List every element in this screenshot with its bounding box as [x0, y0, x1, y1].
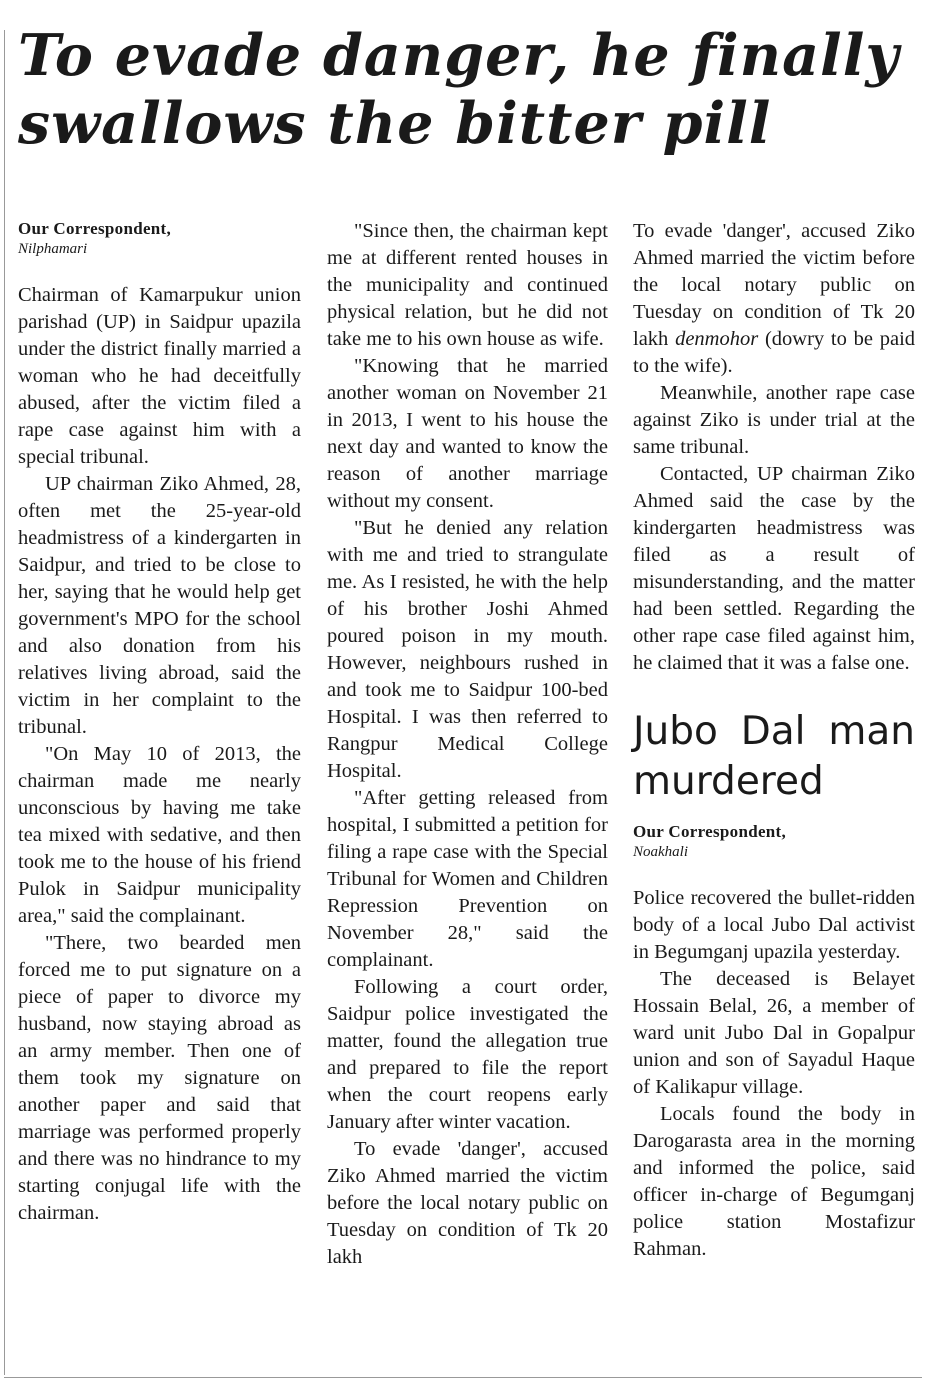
paragraph: Contacted, UP chairman Ziko Ahmed said the case by the kindergarten headmistress was filed as a result of misunderstanding, and the matter had been settled. Regarding the other rape case filed against him, he claimed that it was a false one.	[633, 463, 915, 674]
headline: To evade danger, he finally swallows the bitter pill	[18, 22, 900, 157]
paragraph: "On May 10 of 2013, the chairman made me nearly unconscious by having me take tea mixed with sedative, and then took me to the house of his friend Pulok in Saidpur municipality area," said the complainant.	[18, 743, 301, 927]
paragraph: "Since then, the chairman kept me at different rented houses in the municipality and continued physical relation, but he did not take me to his own house as wife.	[327, 220, 608, 350]
paragraph: "After getting released from hospital, I submitted a petition for filing a rape case with the Special Tribunal for Women and Children Repression Prevention on November 28," said the complainant.	[327, 787, 608, 971]
byline	[18, 218, 301, 258]
column-rule-left	[4, 30, 5, 1375]
paragraph: Meanwhile, another rape case against Ziko is under trial at the same tribunal.	[633, 382, 915, 458]
byline-author: Our Correspondent,	[18, 219, 172, 238]
paragraph	[633, 218, 915, 380]
byline-location: Noakhali	[633, 844, 688, 860]
column-2	[327, 218, 608, 1271]
paragraph-text: (dowry to be paid to the wife).	[633, 328, 916, 377]
column-3	[633, 218, 915, 1263]
paragraph: Locals found the body in Darogarasta area in the morning and informed the police, said officer in-charge of Begumganj police station Mostafizur Rahman.	[633, 1103, 915, 1260]
paragraph: UP chairman Ziko Ahmed, 28, often met the 25-year-old headmistress of a kindergarten in Saidpur, and tried to be close to her, saying that he would help get government's MPO for the school and also donation from his relatives living abroad, said the victim in her complaint to the tribunal.	[18, 473, 301, 738]
column-1	[18, 218, 301, 1227]
paragraph: To evade 'danger', accused Ziko Ahmed married the victim before the local notary public on Tuesday on condition of Tk 20 lakh	[327, 1138, 608, 1268]
bottom-rule	[4, 1377, 922, 1378]
byline-location: Nilphamari	[18, 241, 88, 257]
byline	[633, 821, 915, 861]
paragraph: Following a court order, Saidpur police investigated the matter, found the allegation true and prepared to file the report when the court reopens early January after winter vacation.	[327, 976, 608, 1133]
emphasis-term: denmohor	[675, 328, 759, 350]
paragraph: The deceased is Belayet Hossain Belal, 26, a member of ward unit Jubo Dal in Gopalpur union and son of Sayadul Haque of Kalikapur village.	[633, 968, 915, 1098]
paragraph: "Knowing that he married another woman on November 21 in 2013, I went to his house the next day and wanted to know the reason of another marriage without my consent.	[327, 355, 608, 512]
paragraph-text: To evade 'danger', accused Ziko Ahmed married the victim before the local notary public on Tuesday on condition of Tk 20 lakh	[633, 220, 915, 350]
article-2-headline: Jubo Dal man murdered	[633, 709, 915, 804]
byline-author: Our Correspondent,	[633, 822, 787, 841]
paragraph: Chairman of Kamarpukur union parishad (UP) in Saidpur upazila under the district finally married a woman who he had deceitfully abused, after the victim filed a rape case against him with a special tribunal.	[18, 284, 301, 468]
paragraph: "But he denied any relation with me and tried to strangulate me. As I resisted, he with the help of his brother Joshi Ahmed poured poison in my mouth. However, neighbours rushed in and took me to Saidpur 100-bed Hospital. I was then referred to Rangpur Medical College Hospital.	[327, 517, 608, 782]
paragraph: Police recovered the bullet-ridden body of a local Jubo Dal activist in Begumganj upazila yesterday.	[633, 887, 915, 963]
paragraph: "There, two bearded men forced me to put signature on a piece of paper to divorce my husband, now staying abroad as an army member. Then one of them took my signature on another paper and said that marriage was performed properly and there was no hindrance to my starting conjugal life with the chairman.	[18, 932, 301, 1224]
